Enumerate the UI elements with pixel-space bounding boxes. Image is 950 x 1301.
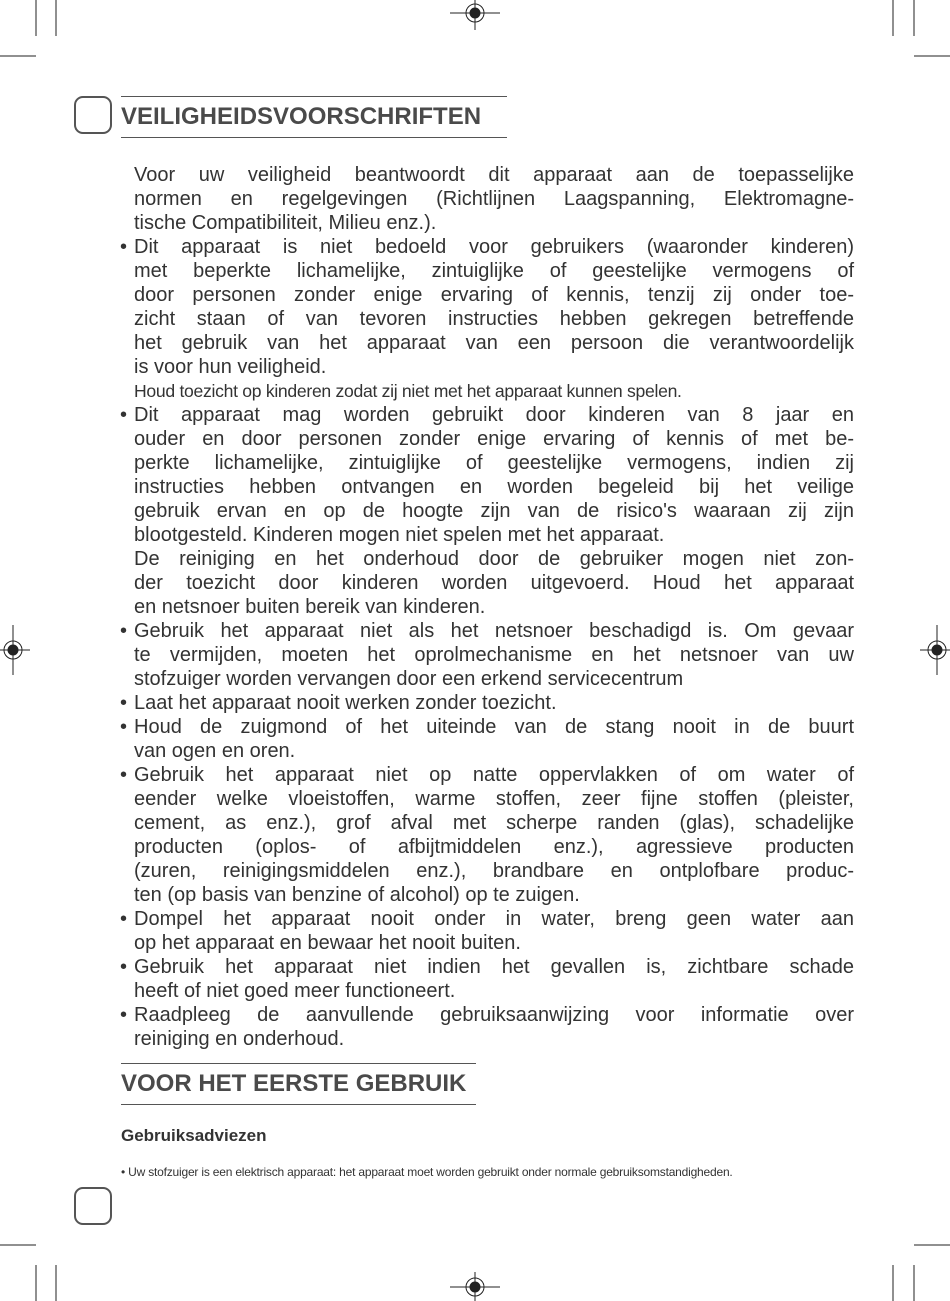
text-line: en netsnoer buiten bereik van kinderen. [134, 596, 486, 618]
text-line: gebruik ervan en op de hoogte zijn van de risico's waaraan zij zijn [134, 500, 854, 522]
text-line: Gebruik het apparaat niet als het netsnoer beschadigd is. Om gevaar [134, 620, 854, 642]
text-line: Dompel het apparaat nooit onder in water, breng geen water aan [134, 908, 854, 930]
text-line: heeft of niet goed meer functioneert. [134, 980, 456, 1002]
text-line: tische Compatibiliteit, Milieu enz.). [134, 212, 437, 234]
registration-mark-left [0, 625, 30, 675]
text-line: ouder en door personen zonder enige ervaring of kennis of met be- [134, 428, 854, 450]
text-line: Gebruik het apparaat niet op natte oppervlakken of om water of [134, 764, 854, 786]
text-line: Houd toezicht op kinderen zodat zij niet met het apparaat kunnen spelen. [134, 381, 682, 401]
text-line: Dit apparaat is niet bedoeld voor gebruikers (waaronder kinderen) [134, 236, 854, 258]
text-line: Gebruik het apparaat niet indien het gevallen is, zichtbare schade [134, 956, 854, 978]
text-line: Laat het apparaat nooit werken zonder toezicht. [134, 692, 557, 714]
text-line: De reiniging en het onderhoud door de gebruiker mogen niet zon- [134, 548, 854, 570]
text-line: op het apparaat en bewaar het nooit buiten. [134, 932, 521, 954]
subheading-usage-advice: Gebruiksadviezen [121, 1126, 267, 1145]
paragraph [120, 163, 854, 235]
bullet-icon: • [120, 620, 128, 642]
text-line: is voor hun veiligheid. [134, 356, 327, 378]
bullet-icon: • [120, 236, 128, 258]
bullet-item [120, 1003, 854, 1051]
bullet-icon: • [120, 692, 128, 714]
text-line: door personen zonder enige ervaring of kennis, tenzij zij onder toe- [134, 284, 854, 306]
text-line: Raadpleeg de aanvullende gebruiksaanwijzing voor informatie over [134, 1004, 854, 1026]
text-line: met beperkte lichamelijke, zintuiglijke of geestelijke vermogens of [134, 260, 854, 282]
bullet-item [120, 403, 854, 547]
bullet-item [120, 691, 854, 715]
language-tab-top [74, 96, 112, 134]
section-title-first-use: VOOR HET EERSTE GEBRUIK [121, 1063, 476, 1105]
bullet-icon: • [120, 404, 128, 426]
text-line: zicht staan of van tevoren instructies hebben gekregen betreffende [134, 308, 854, 330]
text-line: van ogen en oren. [134, 740, 296, 762]
text-line: reiniging en onderhoud. [134, 1028, 345, 1050]
paragraph [120, 379, 854, 403]
registration-mark-right [920, 625, 950, 675]
text-line: producten (oplos- of afbijtmiddelen enz.), agressieve producten [134, 836, 854, 858]
safety-instructions [120, 163, 854, 1051]
bullet-item [120, 235, 854, 379]
text-line: (zuren, reinigingsmiddelen enz.), brandbare en ontplofbare produc- [134, 860, 854, 882]
text-line: Dit apparaat mag worden gebruikt door kinderen van 8 jaar en [134, 404, 854, 426]
bullet-item [120, 619, 854, 691]
text-line: cement, as enz.), grof afval met scherpe randen (glas), schadelijke [134, 812, 854, 834]
text-line: Houd de zuigmond of het uiteinde van de stang nooit in de buurt [134, 716, 854, 738]
bullet-item [120, 715, 854, 763]
bullet-icon: • [120, 764, 128, 786]
text-line: te vermijden, moeten het oprolmechanisme en het netsnoer van uw [134, 644, 854, 666]
bullet-icon: • [120, 908, 128, 930]
text-line: het gebruik van het apparaat van een persoon die verantwoordelijk [134, 332, 854, 354]
text-line: instructies hebben ontvangen en worden begeleid bij het veilige [134, 476, 854, 498]
registration-mark-bottom [450, 1272, 500, 1301]
bullet-icon: • [120, 716, 128, 738]
bullet-icon: • [120, 1004, 128, 1026]
bullet-item [120, 907, 854, 955]
language-tab-bottom [74, 1187, 112, 1225]
registration-mark-top [450, 0, 500, 30]
section-title-safety: VEILIGHEIDSVOORSCHRIFTEN [121, 96, 507, 138]
text-line: stofzuiger worden vervangen door een erkend servicecentrum [134, 668, 684, 690]
text-line: der toezicht door kinderen worden uitgevoerd. Houd het apparaat [134, 572, 854, 594]
paragraph [120, 547, 854, 619]
text-line: normen en regelgevingen (Richtlijnen Laagspanning, Elektromagne- [134, 188, 854, 210]
text-line: Voor uw veiligheid beantwoordt dit apparaat aan de toepasselijke [134, 164, 854, 186]
bullet-item [120, 763, 854, 907]
bullet-item [120, 955, 854, 1003]
text-line: eender welke vloeistoffen, warme stoffen, zeer fijne stoffen (pleister, [134, 788, 854, 810]
text-line: blootgesteld. Kinderen mogen niet spelen met het apparaat. [134, 524, 665, 546]
usage-advice-text: • Uw stofzuiger is een elektrisch apparaat: het apparaat moet worden gebruikt onder normale gebruiksomstandigheden. [121, 1165, 733, 1179]
text-line: ten (op basis van benzine of alcohol) op te zuigen. [134, 884, 580, 906]
bullet-icon: • [120, 956, 128, 978]
text-line: perkte lichamelijke, zintuiglijke of geestelijke vermogens, indien zij [134, 452, 854, 474]
